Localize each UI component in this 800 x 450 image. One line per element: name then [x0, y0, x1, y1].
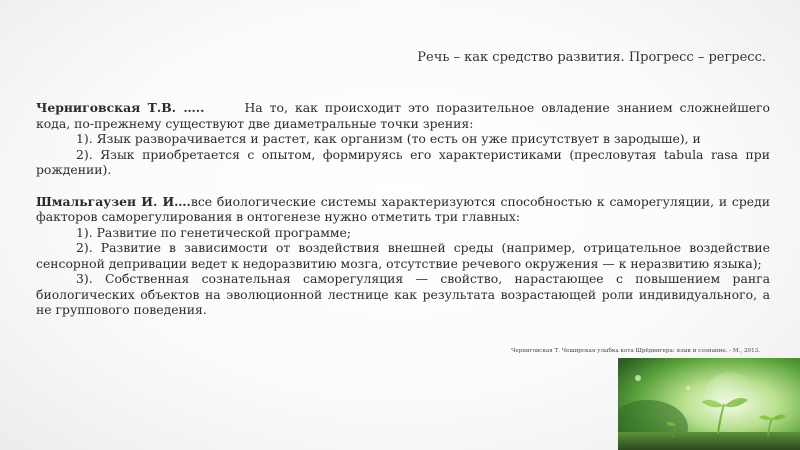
block1-item-1: 1). Язык разворачивается и растет, как организм (то есть он уже присутствует в зародыше), и — [76, 131, 701, 146]
block2-item-1: 1). Развитие по генетической программе; — [76, 224, 351, 240]
block1-intro — [36, 100, 770, 131]
slide-title: Речь – как средство развития. Прогресс – регресс. — [417, 50, 766, 65]
block1-item-2: 2). Язык приобретается с опытом, формируясь его характеристиками (пресловутая tabula rasa при рождении). — [36, 146, 770, 177]
citation: Черниговская Т. Чеширская улыбка кота Шрёдингера: язык и сознание. - М., 2013. — [511, 348, 760, 354]
slide-body — [36, 100, 770, 318]
block2-item-3: 3). Собственная сознательная саморегуляция — свойство, нарастающее с повышением ранга биологических объектов на эволюционной лестнице как результата возрастающей роли индивидуального, а не группового поведения. — [36, 271, 770, 317]
block2-intro-text: все биологические системы характеризуются способностью к саморегуляции, и среди факторов саморегулирования в онтогенезе нужно отметить три главных: — [36, 193, 770, 224]
author-shmalgauzen: Шмальгаузен И. И…. — [36, 193, 191, 209]
block2-item-2: 2). Развитие в зависимости от воздействия внешней среды (например, отрицательное воздействие сенсорной депривации ведет к недоразвитию мозга, отсутствие речевого окружения — к неразвитию языка); — [36, 240, 770, 271]
sprout-decoration-image — [618, 358, 800, 450]
author-chernigovskaya: Черниговская Т.В. ….. — [36, 100, 205, 115]
block1-intro-text: На то, как происходит это поразительное овладение знанием сложнейшего кода, по-прежнему существуют две диаметральные точки зрения: — [36, 100, 770, 131]
block2-intro — [36, 194, 770, 225]
